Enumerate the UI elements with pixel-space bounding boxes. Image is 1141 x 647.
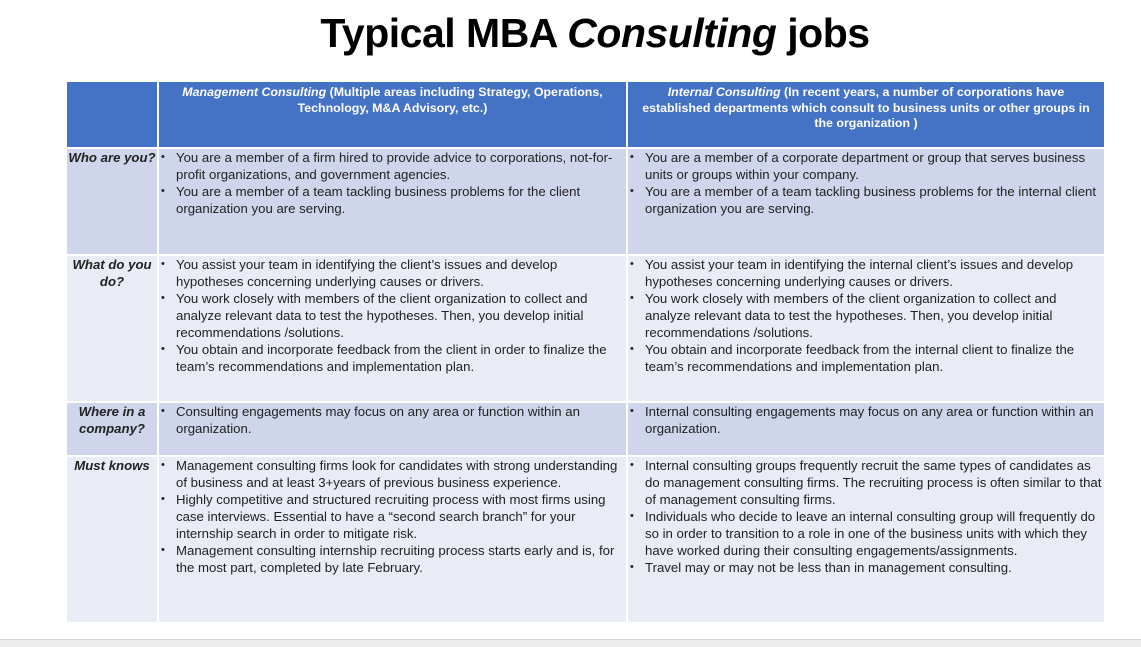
table-row-where-in-a-company xyxy=(66,402,1105,456)
header-internal-title: Internal Consulting xyxy=(667,85,781,99)
list-item: • Individuals who decide to leave an internal consulting group will frequently do so in order to transition to a role in one of the business units with which they have worked during their consulting engagements/assignments. xyxy=(628,508,1104,559)
list-item: • You are a member of a corporate department or group that serves business units or groups within your company. xyxy=(628,149,1104,183)
comparison-table xyxy=(65,80,1106,624)
management-cell xyxy=(158,148,627,255)
bullet-list xyxy=(628,457,1104,576)
row-label-text: Who are you? xyxy=(68,150,156,165)
header-corner-cell xyxy=(66,81,158,148)
slide-title xyxy=(0,10,1141,57)
header-management-title: Management Consulting xyxy=(182,85,327,99)
list-item: • You obtain and incorporate feedback from the client in order to finalize the team’s recommendations and implementation plan. xyxy=(159,341,626,375)
list-item: • Internal consulting groups frequently recruit the same types of candidates as do management consulting firms. The recruiting process is often similar to that of management consulting firms. xyxy=(628,457,1104,508)
list-item: • Internal consulting engagements may focus on any area or function within an organization. xyxy=(628,403,1104,437)
row-label xyxy=(66,402,158,456)
window-bottom-bar xyxy=(0,639,1141,647)
bullet-list xyxy=(628,403,1104,437)
table-row-who-are-you xyxy=(66,148,1105,255)
bullet-list xyxy=(628,149,1104,217)
internal-cell xyxy=(627,255,1105,402)
internal-cell xyxy=(627,148,1105,255)
title-part-1: Typical MBA xyxy=(320,10,568,56)
list-item: • You are a member of a team tackling business problems for the client organization you are serving. xyxy=(159,183,626,217)
management-cell xyxy=(158,402,627,456)
table-row-must-knows xyxy=(66,456,1105,623)
list-item: • You work closely with members of the client organization to collect and analyze relevant data to test the hypotheses. Then, you develop initial recommendations /solutions. xyxy=(628,290,1104,341)
row-label-text: Where in a company? xyxy=(78,404,146,436)
header-management-consulting xyxy=(158,81,627,148)
list-item: • You are a member of a team tackling business problems for the internal client organization you are serving. xyxy=(628,183,1104,217)
table-row-what-do-you-do xyxy=(66,255,1105,402)
row-label xyxy=(66,456,158,623)
bullet-list xyxy=(628,256,1104,375)
management-cell xyxy=(158,255,627,402)
title-part-3: jobs xyxy=(776,10,870,56)
list-item: • You assist your team in identifying the internal client’s issues and develop hypotheses concerning underlying causes or drivers. xyxy=(628,256,1104,290)
header-management-desc: (Multiple areas including Strategy, Operations, Technology, M&A Advisory, etc.) xyxy=(297,85,603,115)
list-item: • Travel may or may not be less than in management consulting. xyxy=(628,559,1104,576)
bullet-list xyxy=(159,403,626,437)
list-item: • Highly competitive and structured recruiting process with most firms using case interviews. Essential to have a “second search branch” for your internship search in order to mitigate risk. xyxy=(159,491,626,542)
list-item: • Management consulting internship recruiting process starts early and is, for the most part, completed by late February. xyxy=(159,542,626,576)
bullet-list xyxy=(159,256,626,375)
header-row xyxy=(66,81,1105,148)
list-item: • You obtain and incorporate feedback from the internal client to finalize the team’s recommendations and implementation plan. xyxy=(628,341,1104,375)
list-item: • You work closely with members of the client organization to collect and analyze relevant data to test the hypotheses. Then, you develop initial recommendations /solutions. xyxy=(159,290,626,341)
management-cell xyxy=(158,456,627,623)
bullet-list xyxy=(159,457,626,576)
row-label-text: What do you do? xyxy=(72,257,152,289)
row-label xyxy=(66,255,158,402)
header-internal-desc: (In recent years, a number of corporations have established departments which consult to business units or other groups in the organization ) xyxy=(642,85,1090,130)
bullet-list xyxy=(159,149,626,217)
title-part-2: Consulting xyxy=(567,10,777,56)
list-item: • You assist your team in identifying the client’s issues and develop hypotheses concerning underlying causes or drivers. xyxy=(159,256,626,290)
list-item: • You are a member of a firm hired to provide advice to corporations, not-for-profit organizations, and government agencies. xyxy=(159,149,626,183)
row-label xyxy=(66,148,158,255)
internal-cell xyxy=(627,402,1105,456)
internal-cell xyxy=(627,456,1105,623)
list-item: • Consulting engagements may focus on any area or function within an organization. xyxy=(159,403,626,437)
list-item: • Management consulting firms look for candidates with strong understanding of business and at least 3+years of previous business experience. xyxy=(159,457,626,491)
row-label-text: Must knows xyxy=(74,458,150,473)
header-internal-consulting xyxy=(627,81,1105,148)
